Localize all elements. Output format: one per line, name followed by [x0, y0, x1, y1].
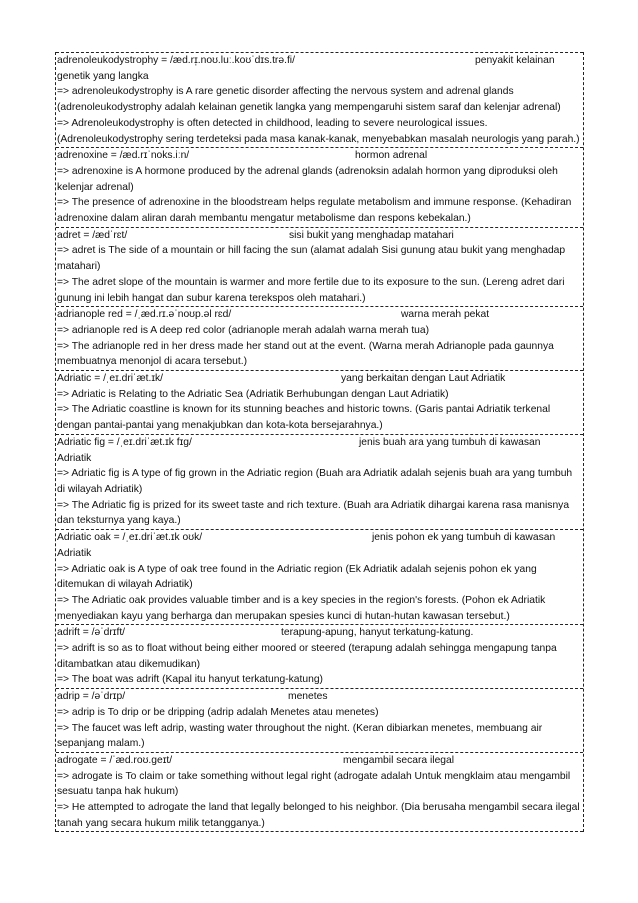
entry-head	[57, 371, 583, 387]
example-sentence: => The adret slope of the mountain is warmer and more fertile due to its exposure to the sun. (Lereng adret dari gunung ini lebih hangat dan subur karena terekspos oleh matahari.)	[57, 276, 565, 304]
example-sentence: => The faucet was left adrip, wasting water throughout the night. (Keran dibiarkan menetes, membuang air sepanjang malam.)	[57, 722, 543, 750]
translation: mengambil secara ilegal	[343, 754, 455, 766]
entry-adrip	[56, 689, 583, 753]
entry-head	[57, 689, 583, 705]
example-sentence: => The Adriatic fig is prized for its sweet taste and rich texture. (Buah ara Adriatik dihargai karena rasa manisnya dan teksturnya yang kaya.)	[57, 499, 570, 527]
translation: penyakit kelainan	[475, 55, 555, 66]
entry-adrift	[56, 625, 583, 689]
headword: adrenoleukodystrophy = /æd.rɪ̩.noʊ.luː.koʊˈdɪs.trə.fi/	[57, 55, 295, 66]
entry-adrenoleukodystrophy	[56, 52, 583, 148]
headword: adrianople red = /ˌæd.rɪ.əˈnoʊp.əl rɛd/	[57, 309, 232, 321]
example-definition: => adrip is To drip or be dripping (adrip adalah Menetes atau menetes)	[57, 706, 379, 718]
entry-head	[57, 53, 583, 69]
dictionary-sheet	[55, 52, 584, 832]
entry-adrogate	[56, 753, 583, 833]
example-definition: => adrenoxine is A hormone produced by the adrenal glands (adrenoksin adalah hormon yang diproduksi oleh kelenjar adrenal)	[57, 165, 558, 193]
example-sentence: => The Adriatic oak provides valuable timber and is a key species in the region's forests. (Pohon ek Adriatik menyediakan kayu yang berharga dan merupakan spesies kunci di hutan-hutan kawasan tersebut.)	[57, 594, 546, 622]
entry-head	[57, 228, 583, 244]
example-sentence: => The adrianople red in her dress made her stand out at the event. (Warna merah Adrianople pada gaunnya membuatnya menonjol di acara tersebut.)	[57, 340, 554, 368]
entry-adriatic	[56, 371, 583, 435]
example-definition: => adrift is so as to float without being either moored or steered (terapung adalah sehingga mengapung tanpa ditambatkan atau dikemudikan)	[57, 643, 557, 670]
entry-adret	[56, 228, 583, 308]
example-definition: => adrogate is To claim or take something without legal right (adrogate adalah Untuk mengklaim atau mengambil sesuatu tanpa hak hukum)	[57, 770, 571, 798]
translation: warna merah pekat	[401, 309, 490, 321]
entry-head	[57, 148, 583, 164]
entry-head	[57, 530, 583, 546]
translation: yang berkaitan dengan Laut Adriatik	[341, 373, 506, 385]
translation: jenis pohon ek yang tumbuh di kawasan	[372, 532, 556, 544]
entry-head	[57, 753, 583, 769]
translation-continuation: Adriatik	[57, 547, 92, 559]
example-definition: => Adriatic is Relating to the Adriatic Sea (Adriatik Berhubungan dengan Laut Adriatik)	[57, 388, 449, 400]
entry-head	[57, 435, 583, 451]
entry-adriatic-oak	[56, 530, 583, 625]
example-sentence: => The boat was adrift (Kapal itu hanyut terkatung-katung)	[57, 674, 323, 686]
headword: Adriatic oak = /ˌeɪ.driˈæt.ɪk oʊk/	[57, 532, 203, 544]
example-definition: => adret is The side of a mountain or hill facing the sun (alamat adalah Sisi gunung atau bukit yang menghadap matahari)	[57, 245, 566, 273]
translation-continuation: genetik yang langka	[57, 70, 149, 82]
example-definition: => adrianople red is A deep red color (adrianople merah adalah warna merah tua)	[57, 324, 430, 336]
headword: adrogate = /ˈæd.roʊ.ɡeɪt/	[57, 754, 173, 766]
translation: terapung-apung, hanyut terkatung-katung.	[281, 627, 474, 639]
entry-head	[57, 625, 583, 641]
entry-adrianople-red	[56, 307, 583, 371]
example-definition: => Adriatic oak is A type of oak tree found in the Adriatic region (Ek Adriatik adalah sejenis pohon ek yang ditemukan di wilayah Adriatik)	[57, 563, 537, 591]
headword: Adriatic fig = /ˌeɪ.driˈæt.ɪk fɪɡ/	[57, 436, 192, 448]
example-sentence: => He attempted to adrogate the land that legally belonged to his neighbor. (Dia berusaha mengambil secara ilegal tanah yang secara hukum milik tetangganya.)	[57, 802, 580, 829]
example-definition: => Adriatic fig is A type of fig grown in the Adriatic region (Buah ara Adriatik adalah sejenis buah ara yang tumbuh di wilayah Adriatik)	[57, 468, 573, 495]
translation-continuation: Adriatik	[57, 452, 92, 464]
example-sentence: => Adrenoleukodystrophy is often detected in childhood, leading to severe neurological issues. (Adrenoleukodystrophy sering terdeteksi pada masa kanak-kanak, menyebabkan masalah neurologis yang parah.)	[57, 117, 580, 145]
translation: menetes	[288, 691, 328, 703]
entry-head	[57, 307, 583, 323]
headword: adrip = /əˈdrɪp/	[57, 691, 126, 703]
headword: adret = /ædˈrɛt/	[57, 229, 128, 241]
example-definition: => adrenoleukodystrophy is A rare genetic disorder affecting the nervous system and adrenal glands (adrenoleukodystrophy adalah kelainan genetik langka yang mempengaruhi sistem saraf dan kelenjar adrenal)	[57, 86, 561, 114]
example-sentence: => The presence of adrenoxine in the bloodstream helps regulate metabolism and immune response. (Kehadiran adrenoxine dalam aliran darah membantu mengatur metabolisme dan respons kebekalan.)	[57, 197, 572, 225]
entry-adriatic-fig	[56, 435, 583, 530]
entry-adrenoxine	[56, 148, 583, 228]
headword: Adriatic = /ˌeɪ.driˈæt.ɪk/	[57, 373, 164, 385]
example-sentence: => The Adriatic coastline is known for its stunning beaches and historic towns. (Garis pantai Adriatik terkenal dengan pantai-pantai yang menakjubkan dan kota-kota bersejarahnya.)	[57, 404, 551, 432]
translation: jenis buah ara yang tumbuh di kawasan	[359, 436, 541, 448]
headword: adrift = /əˈdrɪft/	[57, 627, 126, 639]
headword: adrenoxine = /æd.rɪˈnoks.iːn/	[57, 150, 190, 162]
translation: sisi bukit yang menghadap matahari	[289, 229, 454, 241]
translation: hormon adrenal	[355, 150, 428, 162]
